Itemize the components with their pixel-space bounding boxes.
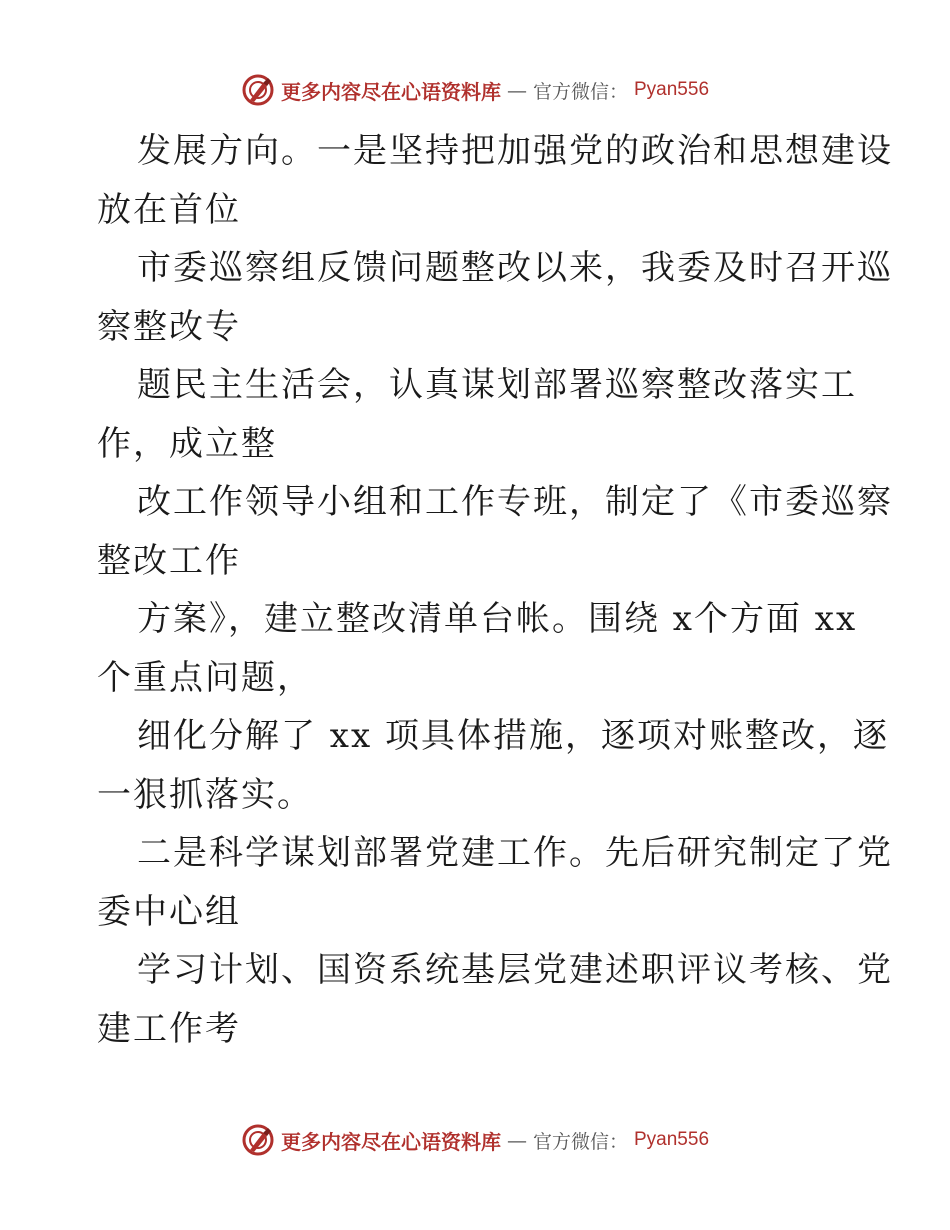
pen-nib-logo-icon [241,73,275,107]
body-line: 方案》，建立整改清单台帐。围绕 x个方面 xx [137,599,858,639]
banner-wechat-label: 官方微信： [532,1130,628,1153]
body-line: 委中心组 [97,891,241,932]
body-line: 作，成立整 [97,423,277,464]
document-body [97,122,893,1058]
banner-tagline: 更多内容尽在心语资料库 [280,1129,501,1154]
body-line: 改工作领导小组和工作专班，制定了《市委巡察 [137,482,893,522]
body-line: 市委巡察组反馈问题整改以来，我委及时召开巡 [137,248,893,288]
banner-tagline: 更多内容尽在心语资料库 [280,79,501,104]
body-line: 细化分解了 xx 项具体措施，逐项对账整改，逐 [137,716,889,756]
body-line: 个重点问题， [97,657,313,698]
banner-dash: — [506,1128,527,1152]
body-line: 放在首位 [97,189,241,230]
banner-wechat-label: 官方微信： [532,80,628,103]
header-banner [0,70,950,110]
body-line: 察整改专 [97,306,241,347]
body-line: 二是科学谋划部署党建工作。先后研究制定了党 [137,833,893,873]
banner-dash: — [506,78,527,102]
body-line: 一狠抓落实。 [97,774,313,815]
banner-wechat-id: Pyan556 [634,1129,710,1150]
banner-wechat-id: Pyan556 [634,79,710,100]
body-line: 建工作考 [97,1008,241,1049]
footer-banner [0,1120,950,1160]
body-line: 题民主生活会，认真谋划部署巡察整改落实工 [137,365,857,405]
body-line: 学习计划、国资系统基层党建述职评议考核、党 [137,950,893,990]
pen-nib-logo-icon [241,1123,275,1157]
body-line: 整改工作 [97,540,241,581]
body-line: 发展方向。一是坚持把加强党的政治和思想建设 [137,131,893,171]
